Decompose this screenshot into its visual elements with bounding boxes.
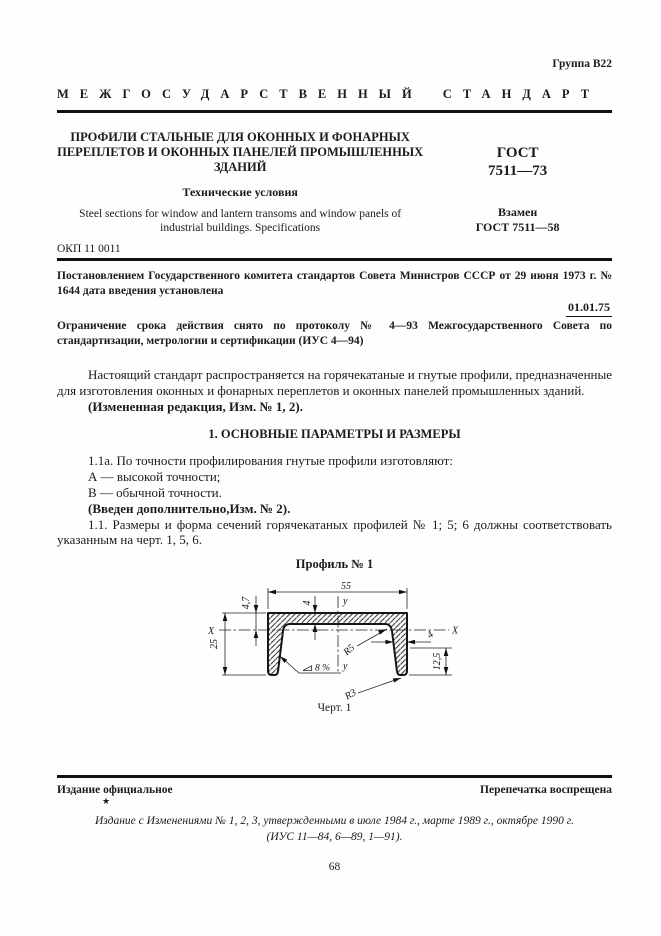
section-1-heading: 1. ОСНОВНЫЕ ПАРАМЕТРЫ И РАЗМЕРЫ: [208, 427, 461, 442]
radius-outer-label: R3: [342, 687, 358, 703]
effective-date: 01.01.75: [566, 300, 612, 317]
dim-flange-thickness-label: 4: [301, 600, 313, 606]
scope-revision-note: (Измененная редакция, Изм. № 1, 2).: [88, 398, 303, 414]
dim-leg-gauge-label: 12,5: [431, 652, 443, 671]
title-block: [57, 130, 612, 235]
axis-x-right-label: X: [451, 625, 458, 637]
limitation-paragraph: Ограничение срока действия снято по протоколу № 4—93 Межгосударственного Совета по стандартизации, метрологии и сертификации (ИУС 4—94): [57, 320, 612, 347]
replaces-value: ГОСТ 7511—58: [475, 219, 560, 234]
replaces-block: [476, 205, 560, 234]
dim-width-label: 55: [340, 581, 351, 593]
axis-y-top-label: у: [342, 596, 347, 608]
footer-rule: [57, 775, 612, 778]
footer-row: [57, 784, 612, 796]
dim-axis-offset-label: 4,7: [240, 596, 252, 610]
gost-designation: [488, 144, 547, 180]
clause-1-1: 1.1. Размеры и форма сечений горячекатаных профилей № 1; 5; 6 должны соответствовать указанным на черт. 1, 5, 6.: [57, 516, 612, 548]
enactment-paragraph: Постановлением Государственного комитета стандартов Совета Министров СССР от 29 июня 1973 г. № 1644 дата введения установлена: [57, 270, 612, 297]
title-rule: [57, 258, 612, 261]
radius-inner-label: R5: [341, 642, 357, 659]
accuracy-option-b: В — обычной точности.: [88, 484, 222, 500]
dim-height-label: 25: [208, 639, 220, 650]
standard-type-heading: МЕЖГОСУДАРСТВЕННЫЙ СТАНДАРТ: [57, 87, 601, 101]
slope-label: 8 %: [314, 663, 330, 674]
page-number: 68: [328, 861, 341, 873]
axis-x-left-label: X: [207, 626, 214, 638]
edition-note-line1: Издание с Изменениями № 1, 2, 3, утвержденными в июле 1984 г., марте 1989 г., октябре 1990 г.: [95, 815, 574, 827]
page-footer: [57, 775, 612, 873]
figure-1-caption: Черт. 1: [317, 702, 352, 715]
gost-number: 7511—73: [488, 163, 548, 179]
figure-profile-1: [57, 576, 612, 711]
okp-code: ОКП 11 0011: [57, 243, 121, 255]
header-rule: [57, 110, 612, 113]
document-title-en: Steel sections for window and lantern transoms and window panels of industrial buildings. Specifications: [79, 208, 402, 234]
reprint-prohibited-label: Перепечатка воспрещена: [480, 784, 612, 796]
profile-1-drawing: [203, 576, 467, 706]
star-mark: ★: [102, 796, 111, 806]
official-edition-label: Издание официальное: [57, 784, 173, 796]
dimension-lines: [222, 588, 452, 693]
title-left-column: [57, 130, 423, 235]
effective-date-line: [57, 300, 612, 317]
replaces-label: Взамен: [498, 205, 538, 219]
profile-1-heading: Профиль № 1: [295, 557, 374, 572]
accuracy-option-a: А — высокой точности;: [88, 469, 221, 485]
clause-1-1a-note: (Введен дополнительно,Изм. № 2).: [88, 500, 291, 516]
center-axes: [219, 596, 449, 672]
scope-paragraph: Настоящий стандарт распространяется на горячекатаные и гнутые профили, предназначенные для изготовления оконных и фонарных переплетов и оконных панелей промышленных зданий.: [57, 367, 612, 398]
group-label: Группа В22: [552, 58, 612, 70]
document-subtitle: Технические условия: [182, 185, 298, 199]
gost-label: ГОСТ: [496, 145, 539, 161]
title-right-column: [423, 130, 612, 235]
document-title-ru: ПРОФИЛИ СТАЛЬНЫЕ ДЛЯ ОКОННЫХ И ФОНАРНЫХ ПЕРЕПЛЕТОВ И ОКОННЫХ ПАНЕЛЕЙ ПРОМЫШЛЕННЫХ ЗДАНИЙ: [57, 130, 424, 174]
dim-leg-thickness-label: 4: [424, 629, 436, 642]
clause-1-1a: 1.1а. По точности профилирования гнутые профили изготовляют:: [88, 453, 453, 469]
edition-note-line2: (ИУС 11—84, 6—89, 1—91).: [266, 831, 403, 843]
axis-y-bottom-label: у: [342, 661, 347, 673]
dimension-arrows: [222, 590, 448, 683]
